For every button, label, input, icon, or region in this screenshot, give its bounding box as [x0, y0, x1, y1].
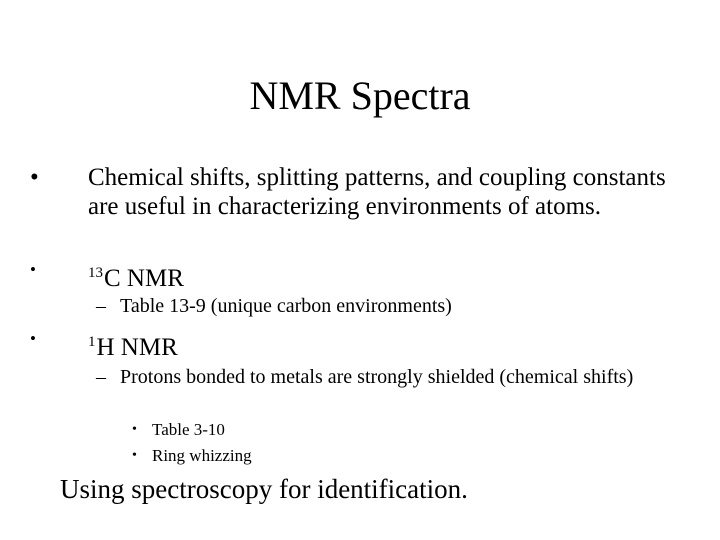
bullet-text: C NMR: [104, 265, 184, 292]
subsubitem-table-3-10: [132, 417, 552, 443]
bullet-text: H NMR: [96, 334, 178, 361]
isotope-superscript: 1: [88, 334, 96, 350]
subsubitem-text: Ring whizzing: [152, 446, 252, 465]
dash-marker: –: [96, 295, 106, 317]
bullet-marker: •: [30, 260, 36, 279]
bullet-marker: •: [132, 448, 137, 463]
bullet-item-13c-nmr: [30, 259, 678, 293]
footer-text: Using spectroscopy for identification.: [60, 474, 468, 504]
subsubitem-text: Table 3-10: [152, 420, 225, 439]
subsubitem-ring-whizzing: [132, 443, 552, 469]
subitem-text: Table 13-9 (unique carbon environments): [120, 295, 452, 317]
subitem-protons-shielded: [96, 365, 640, 389]
bullet-marker: •: [30, 164, 39, 191]
bullet-text: Chemical shifts, splitting patterns, and coupling constants are useful in characterizing environments of atoms.: [88, 164, 666, 220]
dash-marker: –: [96, 366, 106, 388]
bullet-item-chemical-shifts: [30, 163, 678, 221]
subitem-table-13-9: [96, 294, 640, 318]
bullet-marker: •: [132, 422, 137, 437]
bullet-marker: •: [30, 329, 36, 348]
isotope-superscript: 13: [88, 265, 103, 281]
bullet-item-1h-nmr: [30, 328, 678, 362]
slide-title: NMR Spectra: [249, 73, 471, 118]
subitem-text: Protons bonded to metals are strongly shielded (chemical shifts): [120, 366, 634, 388]
